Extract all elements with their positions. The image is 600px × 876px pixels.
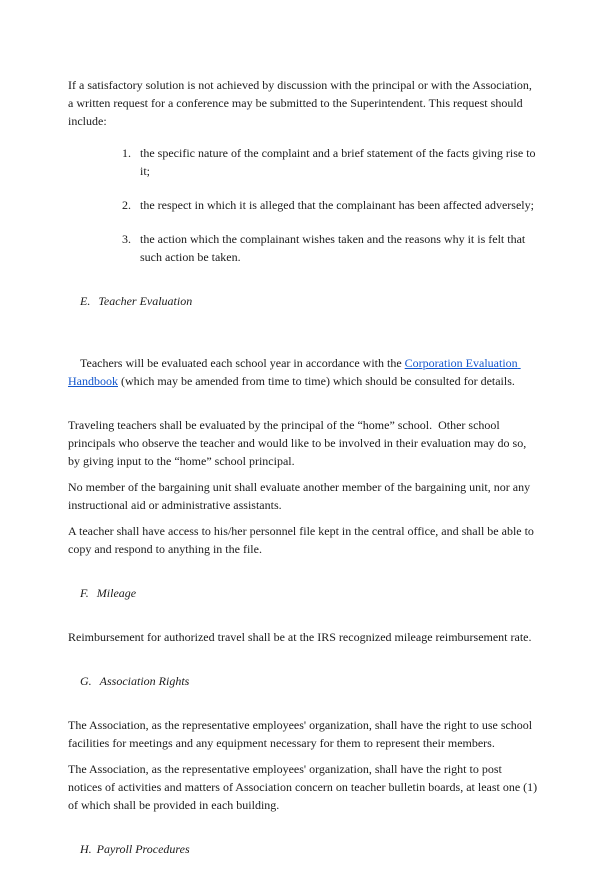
corporation-evaluation-handbook-link[interactable]: Corporation Evaluation Handbook <box>68 356 521 388</box>
evaluation-paragraph <box>68 336 538 408</box>
request-list-item <box>68 230 538 266</box>
section-letter: F. <box>80 586 89 600</box>
list-item-text: the specific nature of the complaint and a brief statement of the facts giving rise to it; <box>140 146 539 178</box>
traveling-teachers-paragraph: Traveling teachers shall be evaluated by the principal of the “home” school. Other school principals who observe the teacher and would like to be involved in their evaluation may do so, by giving input to the “home” school principal. <box>68 418 530 468</box>
list-item-number: 1. <box>122 146 131 160</box>
section-heading-payroll-procedures <box>68 822 538 876</box>
association-bulletin-paragraph: The Association, as the representative employees' organization, shall have the right to post notices of activities and matters of Association concern on teacher bulletin boards, at least one (1) of which shall be provided in each building. <box>68 762 541 812</box>
evaluation-text-before: Teachers will be evaluated each school year in accordance with the <box>80 356 405 370</box>
section-heading-association-rights <box>68 654 538 708</box>
section-letter: E. <box>80 294 91 308</box>
evaluation-text-after: (which may be amended from time to time) which should be consulted for details. <box>118 374 515 388</box>
section-title: Payroll Procedures <box>96 842 190 856</box>
section-letter: G. <box>80 674 92 688</box>
section-letter: H. <box>80 842 92 856</box>
bargaining-unit-paragraph: No member of the bargaining unit shall evaluate another member of the bargaining unit, nor any instructional aid or administrative assistants. <box>68 480 534 512</box>
section-heading-mileage <box>68 566 538 620</box>
association-facilities-paragraph: The Association, as the representative employees' organization, shall have the right to use school facilities for meetings and any equipment necessary for them to represent their members. <box>68 718 536 750</box>
section-title: Teacher Evaluation <box>98 294 193 308</box>
request-list-item <box>68 196 538 214</box>
intro-paragraph: If a satisfactory solution is not achieved by discussion with the principal or with the Association, a written request for a conference may be submitted to the Superintendent. This request should include: <box>68 78 535 128</box>
list-item-number: 2. <box>122 198 131 212</box>
request-list-item <box>68 144 538 180</box>
list-item-text: the respect in which it is alleged that the complainant has been affected adversely; <box>140 198 534 212</box>
section-title: Mileage <box>96 586 137 600</box>
list-item-text: the action which the complainant wishes taken and the reasons why it is felt that such action be taken. <box>140 232 529 264</box>
personnel-file-paragraph: A teacher shall have access to his/her personnel file kept in the central office, and shall be able to copy and respond to anything in the file. <box>68 524 537 556</box>
mileage-paragraph: Reimbursement for authorized travel shall be at the IRS recognized mileage reimbursement rate. <box>68 630 532 644</box>
section-heading-teacher-evaluation <box>68 274 538 328</box>
request-list <box>68 144 538 266</box>
section-title: Association Rights <box>99 674 190 688</box>
list-item-number: 3. <box>122 232 131 246</box>
